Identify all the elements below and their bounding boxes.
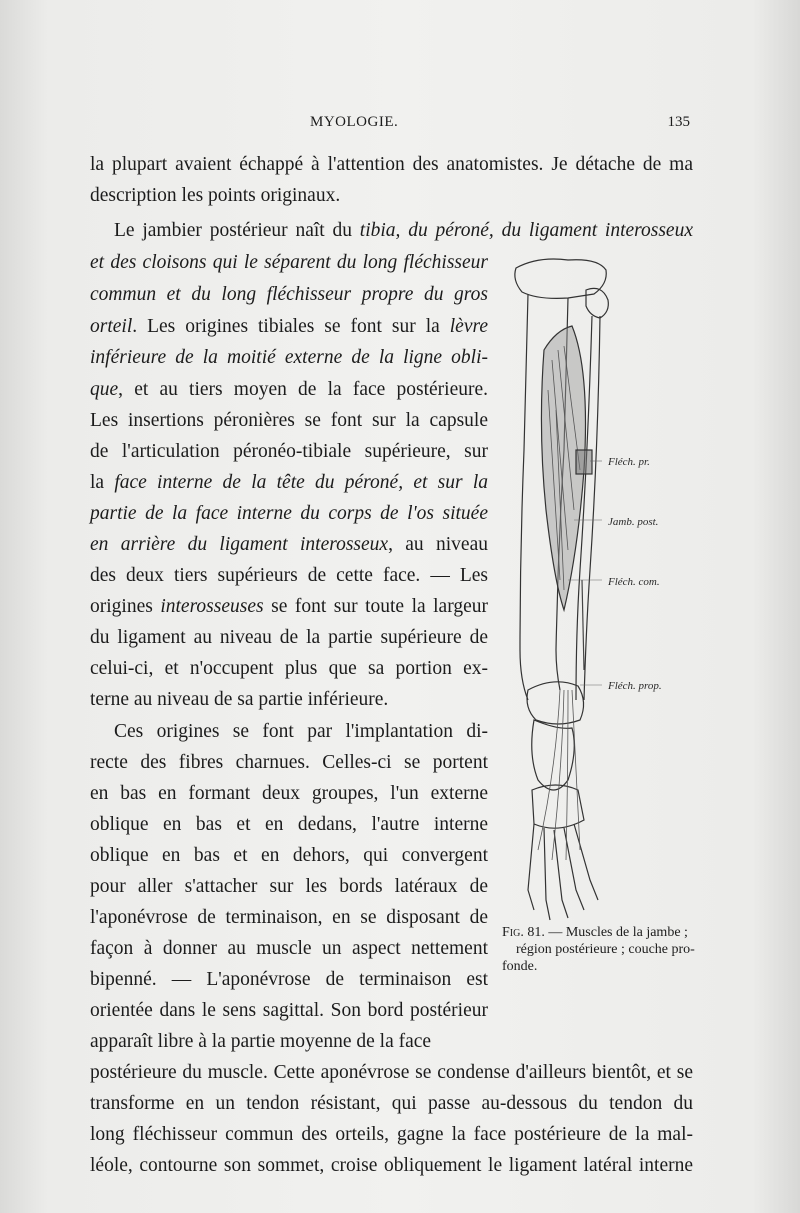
flexor-hallucis-tendon xyxy=(582,580,584,670)
caption-line: fonde. xyxy=(502,959,538,974)
text-line: en arrière du ligament interosseux, au niveau xyxy=(90,534,488,555)
page-header xyxy=(90,114,690,138)
text-line: commun et du long fléchisseur propre du gros xyxy=(90,284,488,305)
toe-1 xyxy=(528,824,534,910)
text-line: oblique en bas et en dedans, l'autre interne xyxy=(90,814,488,835)
toe-4 xyxy=(564,828,584,910)
label-flech-com: Fléch. com. xyxy=(608,576,660,588)
page-number: 135 xyxy=(667,114,690,130)
text-line: des deux tiers supérieurs de cette face. — Les xyxy=(90,565,488,586)
text-line: léole, contourne son sommet, croise obliquement le ligament latéral interne xyxy=(90,1155,693,1176)
text-line: transforme en un tendon résistant, qui passe au-dessous du tendon du xyxy=(90,1093,693,1114)
toe-3 xyxy=(554,830,568,918)
text-line: origines interosseuses se font sur toute la largeur xyxy=(90,596,488,617)
toe-2 xyxy=(544,828,550,920)
tarsal-bones xyxy=(532,785,584,828)
text-line: bipenné. — L'aponévrose de terminaison est xyxy=(90,969,488,990)
text-line: partie de la face interne du corps de l'os située xyxy=(90,503,488,524)
text-line: orteil. Les origines tibiales se font sur la lèvre xyxy=(90,316,488,337)
text-line: pour aller s'attacher sur les bords latéraux de xyxy=(90,876,488,897)
text-line: que, et au tiers moyen de la face postérieure. xyxy=(90,379,488,400)
flexor-tendon-block xyxy=(576,450,592,474)
text-line: Les insertions péronières se font sur la capsule xyxy=(90,410,488,431)
text-line: l'aponévrose de terminaison, en se disposant de xyxy=(90,907,488,928)
text-line: de l'articulation péronéo-tibiale supérieure, sur xyxy=(90,441,488,462)
text-line: description les points originaux. xyxy=(90,185,341,206)
caption-line: Fig. 81. — Muscles de la jambe ; xyxy=(502,925,688,940)
caption-line: région postérieure ; couche pro- xyxy=(516,942,695,957)
text-line: inférieure de la moitié externe de la ligne obli- xyxy=(90,347,488,368)
label-jamb-post: Jamb. post. xyxy=(608,516,659,528)
text-line: terne au niveau de sa partie inférieure. xyxy=(90,689,389,710)
text-line: celui-ci, et n'occupent plus que sa portion ex- xyxy=(90,658,488,679)
label-flech-prop: Fléch. prop. xyxy=(608,680,662,692)
fibula-head xyxy=(586,288,608,318)
running-title: MYOLOGIE. xyxy=(310,114,399,130)
text-line: façon à donner au muscle un aspect nettement xyxy=(90,938,488,959)
text-line: orientée dans le sens sagittal. Son bord postérieur xyxy=(90,1000,488,1021)
toe-5 xyxy=(574,824,598,900)
anatomical-figure xyxy=(498,250,713,950)
label-flech-pr: Fléch. pr. xyxy=(608,456,650,468)
text-line: Le jambier postérieur naît du tibia, du péroné, du ligament interosseux xyxy=(114,220,693,241)
text-line: et des cloisons qui le séparent du long fléchisseur xyxy=(90,252,488,273)
text-line: recte des fibres charnues. Celles-ci se portent xyxy=(90,752,488,773)
text-line: oblique en bas et en dehors, qui convergent xyxy=(90,845,488,866)
text-line: du ligament au niveau de la partie supérieure de xyxy=(90,627,488,648)
talus xyxy=(527,682,584,724)
text-line: en bas en formant deux groupes, l'un externe xyxy=(90,783,488,804)
text-line: apparaît libre à la partie moyenne de la face xyxy=(90,1031,432,1052)
text-line: Ces origines se font par l'implantation di- xyxy=(114,721,488,742)
text-line: la plupart avaient échappé à l'attention des anatomistes. Je détache de ma xyxy=(90,154,693,175)
text-line: long fléchisseur commun des orteils, gagne la face postérieure de la mal- xyxy=(90,1124,693,1145)
figure-caption xyxy=(502,924,712,975)
tibia-head xyxy=(515,259,606,298)
text-line: la face interne de la tête du péroné, et sur la xyxy=(90,472,488,493)
figure-number: Fig. 81. xyxy=(502,925,545,940)
leg-muscle-illustration xyxy=(498,250,713,950)
text-line: postérieure du muscle. Cette aponévrose se condense d'ailleurs bientôt, et se xyxy=(90,1062,693,1083)
